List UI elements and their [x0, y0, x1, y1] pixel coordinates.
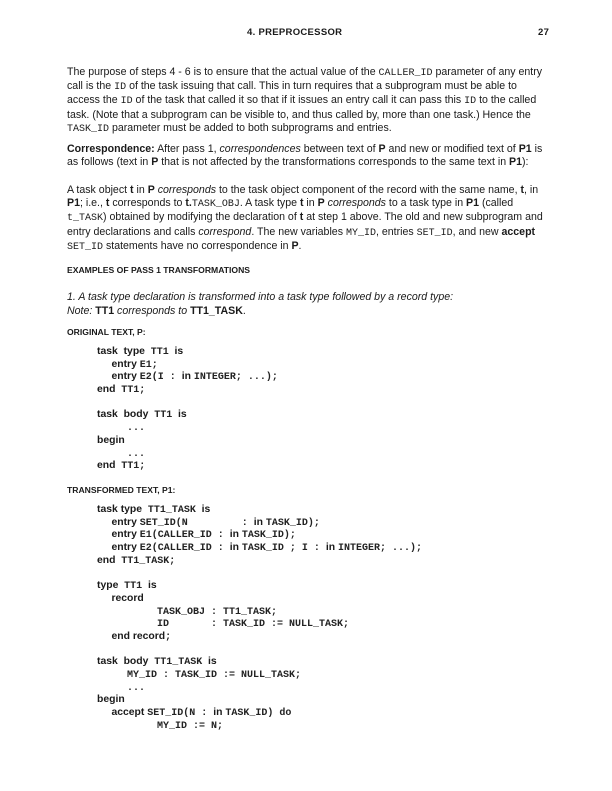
text-run: .	[242, 305, 246, 317]
text-run: P	[151, 156, 159, 169]
text-run: . The new variables	[251, 225, 346, 238]
text-run: correspond	[198, 225, 252, 238]
text-run: MY_ID := N;	[97, 720, 224, 732]
text-run: E1(CALLER_ID :	[139, 530, 230, 542]
text-run: is	[177, 409, 187, 421]
text-run: end	[111, 630, 130, 642]
code-line	[97, 567, 422, 580]
text-run: (called	[479, 197, 514, 210]
text-run: ;	[165, 631, 172, 643]
text-run: in	[213, 707, 223, 718]
text-run: corresponds	[157, 184, 217, 196]
text-run: corresponds to	[109, 197, 186, 210]
paragraph-correspondence	[67, 143, 549, 169]
text-run: in	[253, 516, 264, 528]
text-run: entry	[111, 529, 137, 541]
text-run: Note:	[67, 305, 96, 317]
text-run: The purpose of steps 4 - 6 is to ensure that the actual value of the	[67, 66, 379, 78]
text-run: P1	[67, 197, 80, 210]
text-run: SET_ID	[416, 227, 453, 239]
code-original	[97, 346, 278, 473]
code-transformed	[97, 504, 422, 732]
text-run: is	[174, 346, 184, 357]
text-run: end	[97, 554, 116, 566]
text-run: SET_ID(N :	[147, 708, 214, 719]
text-run: ID	[114, 82, 127, 94]
text-run	[97, 529, 111, 540]
text-run: t_TASK	[67, 213, 104, 225]
text-run: TASK_ID) do	[225, 708, 292, 719]
code-line	[97, 517, 422, 530]
text-run: , entries	[375, 225, 417, 238]
text-run	[97, 631, 111, 642]
text-run: MY_ID	[345, 227, 376, 239]
text-run	[97, 371, 111, 382]
example-1-caption	[67, 291, 549, 304]
text-run: accept	[111, 707, 145, 718]
text-run: to the called task. (Note that a subprogram can be visible to, and thus called by, more than one task.) Hence the	[67, 94, 537, 121]
text-run	[97, 359, 111, 370]
text-run: .	[298, 239, 302, 252]
text-run: . A task type	[239, 197, 300, 210]
code-line	[97, 682, 422, 695]
text-run: in	[181, 371, 191, 383]
text-run: t.	[185, 197, 192, 210]
text-run: and new or modified text of	[385, 143, 519, 155]
text-run: , and new	[452, 225, 502, 238]
text-run: of the task that called it so that if it issues an entry call it can pass this	[132, 94, 465, 107]
code-line	[97, 656, 422, 669]
text-run: TT1_TASK	[147, 505, 196, 516]
text-run: P1	[466, 197, 480, 210]
code-line	[97, 397, 278, 410]
text-run: type	[97, 580, 119, 592]
text-run: entry	[111, 542, 137, 554]
code-line	[97, 580, 422, 593]
text-run: between text of	[300, 143, 379, 155]
text-run: ) obtained by modifying the declaration of	[103, 211, 300, 224]
text-run: to the task object component of the record with the same name,	[216, 184, 521, 196]
code-line	[97, 618, 422, 631]
text-run: accept	[501, 225, 536, 238]
code-line	[97, 504, 422, 517]
text-run: P	[291, 239, 299, 252]
code-line	[97, 371, 278, 384]
text-run: After pass 1,	[154, 143, 220, 155]
text-run: in	[229, 542, 239, 554]
text-run: , in	[524, 184, 539, 196]
text-run: TASK_ID	[67, 123, 110, 135]
code-line	[97, 359, 278, 372]
text-run: is	[201, 504, 211, 515]
text-run: TT1	[95, 305, 115, 317]
text-run: of the task issuing that call. This in turn requires that a subprogram must be able to access the	[67, 80, 517, 107]
text-run: record	[132, 630, 166, 642]
text-run: t	[130, 184, 134, 196]
text-run: t	[105, 197, 110, 210]
text-run: end	[97, 384, 116, 396]
code-line	[97, 435, 278, 448]
text-run: TT1_TASK	[190, 305, 243, 317]
text-run: correspondences	[219, 143, 301, 155]
code-line	[97, 409, 278, 422]
text-run: parameter must be added to both subprograms and entries.	[109, 121, 392, 134]
text-run: TT1	[124, 581, 143, 593]
text-run: parameter of any entry call is the	[67, 66, 543, 93]
text-run: ...	[97, 448, 146, 460]
text-run: INTEGER; ...);	[193, 372, 278, 384]
text-run: begin	[97, 694, 125, 706]
text-run	[97, 542, 111, 553]
paragraph-task-object	[67, 184, 549, 254]
text-run: task	[97, 409, 118, 421]
text-run: SET_ID	[67, 241, 104, 253]
text-run: INTEGER; ...);	[338, 543, 423, 555]
code-line	[97, 631, 422, 644]
code-line	[97, 720, 422, 733]
text-run: A task object	[67, 184, 131, 196]
paragraph-purpose	[67, 66, 549, 136]
code-line	[97, 707, 422, 720]
text-run: Correspondence:	[67, 143, 155, 155]
text-run: in	[133, 184, 148, 196]
text-run: TT1;	[121, 461, 146, 473]
text-run	[97, 517, 111, 528]
text-run: task	[97, 656, 118, 668]
text-run: ID	[120, 96, 133, 108]
text-run: P1	[518, 143, 532, 155]
text-run: ID : TASK_ID := NULL_TASK;	[97, 619, 350, 631]
code-line	[97, 448, 278, 461]
text-run: TT1_TASK	[154, 657, 203, 669]
code-line	[97, 422, 278, 435]
text-run: task	[97, 504, 118, 515]
text-run: P	[317, 197, 325, 210]
code-line	[97, 460, 278, 473]
example-1-note	[67, 305, 549, 318]
text-run: E1;	[139, 359, 158, 371]
text-run	[97, 593, 111, 604]
text-run: in	[325, 542, 336, 554]
text-run: statements have no correspondence in	[103, 239, 292, 252]
text-run: corresponds to	[114, 305, 191, 317]
text-run: ; i.e.,	[79, 197, 106, 210]
code-line	[97, 644, 422, 657]
text-run: end	[97, 460, 116, 472]
text-run: MY_ID : TASK_ID := NULL_TASK;	[97, 669, 302, 681]
heading-transformed-text: TRANSFORMED TEXT, P1:	[67, 485, 176, 495]
text-run: TT1;	[121, 385, 146, 397]
text-run: ID	[464, 96, 477, 108]
text-run	[97, 707, 111, 718]
text-run: ):	[522, 156, 529, 169]
text-run: to a task type in	[385, 197, 467, 210]
text-run: t	[520, 184, 524, 196]
text-run: TT1	[154, 410, 173, 422]
text-run: SET_ID(N :	[139, 517, 254, 529]
text-run: is	[207, 656, 217, 668]
text-run: TT1	[150, 347, 169, 358]
code-line	[97, 384, 278, 397]
text-run: entry	[111, 371, 137, 383]
text-run: TASK_OBJ : TT1_TASK;	[97, 606, 278, 618]
text-run: record	[111, 592, 144, 604]
text-run: t	[299, 197, 304, 210]
text-run: task	[97, 346, 118, 357]
code-line	[97, 669, 422, 682]
code-line	[97, 593, 422, 606]
code-line	[97, 694, 422, 707]
text-run: at step 1 above. The old and new subprogram and entry declarations and calls	[67, 211, 543, 238]
code-line	[97, 606, 422, 619]
heading-original-text: ORIGINAL TEXT, P:	[67, 327, 146, 337]
text-run: 1. A task type declaration is transformed into a task type followed by a record type:	[67, 291, 454, 303]
text-run: P	[147, 184, 155, 196]
text-run: CALLER_ID	[378, 68, 433, 79]
text-run: body	[123, 409, 149, 421]
text-run: P1	[509, 156, 523, 169]
text-run: entry	[111, 516, 137, 528]
text-run: is as follows (text in	[67, 143, 543, 169]
text-run: ...	[97, 423, 146, 435]
code-line	[97, 529, 422, 542]
text-run: body	[123, 656, 149, 668]
text-run: in	[303, 197, 318, 210]
code-line	[97, 542, 422, 555]
text-run: TASK_ID);	[265, 517, 320, 529]
code-line	[97, 346, 278, 359]
text-run: is	[147, 580, 157, 592]
text-run: begin	[97, 434, 125, 446]
text-run: in	[229, 529, 239, 541]
text-run: TASK_ID);	[241, 530, 296, 542]
page-number: 27	[538, 27, 550, 38]
text-run: E2(I :	[139, 372, 182, 384]
text-run: t	[299, 211, 304, 224]
text-run: P	[378, 143, 386, 155]
code-line	[97, 555, 422, 568]
text-run: TASK_ID ; I :	[241, 543, 326, 555]
text-run: that is not affected by the transformations corresponds to the same text in	[158, 156, 510, 169]
text-run: type	[123, 346, 145, 357]
text-run: ...	[97, 682, 146, 694]
text-run: E2(CALLER_ID :	[139, 543, 230, 555]
text-run: type	[120, 504, 143, 515]
section-heading-examples: EXAMPLES OF PASS 1 TRANSFORMATIONS	[67, 265, 251, 275]
text-run: TT1_TASK;	[121, 555, 176, 567]
text-run: entry	[111, 358, 137, 370]
text-run: TASK_OBJ	[191, 199, 240, 211]
text-run: corresponds	[327, 197, 386, 210]
running-header: 4. PREPROCESSOR	[247, 27, 343, 38]
